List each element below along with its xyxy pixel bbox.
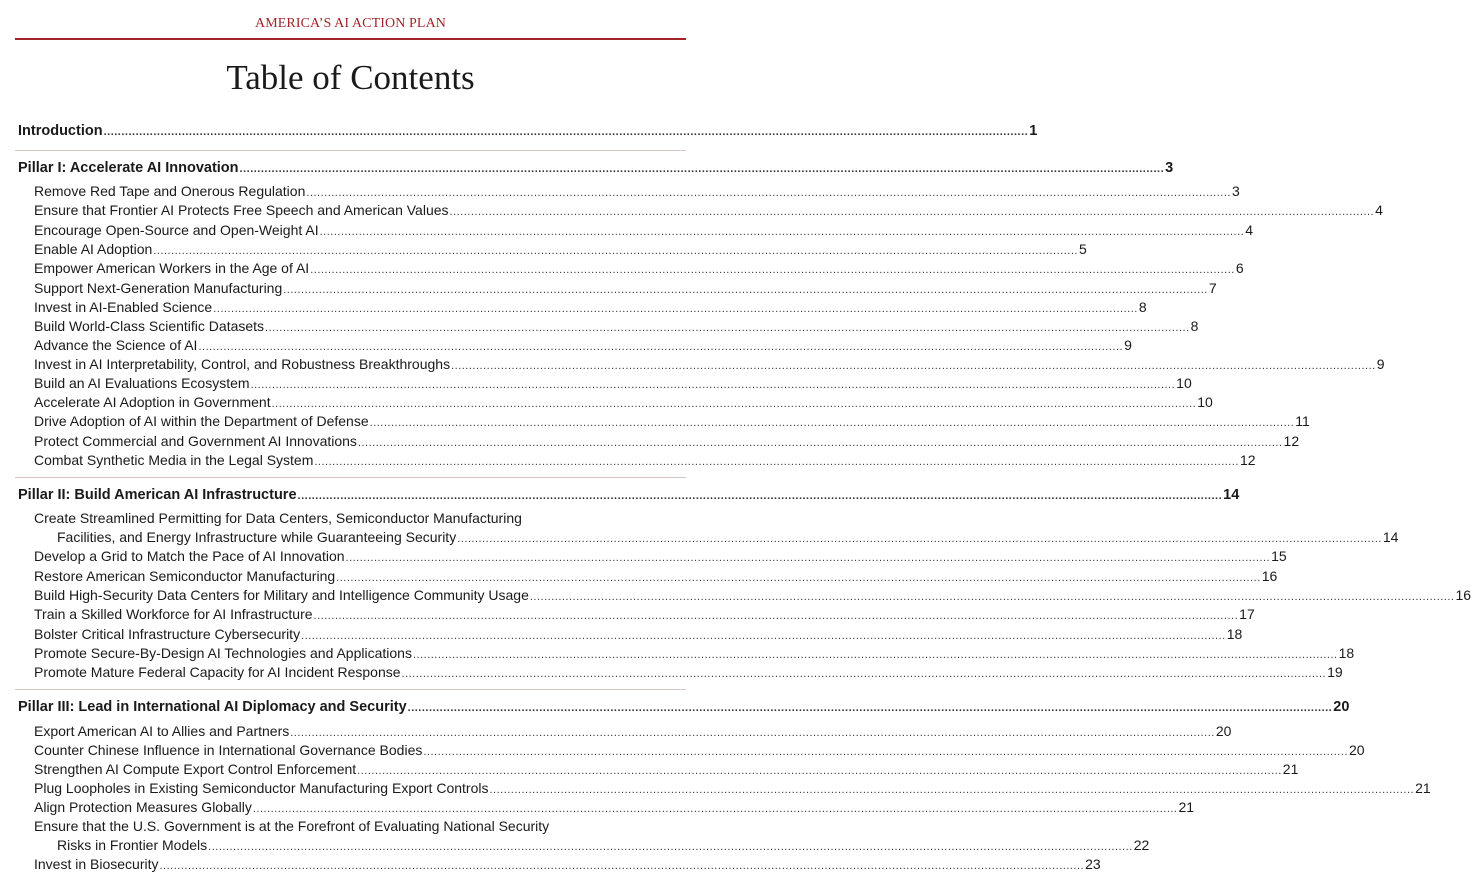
section-divider [15,689,686,690]
toc-entry[interactable] [34,452,1256,468]
toc-entry-title: Support Next-Generation Manufacturing [34,280,283,296]
toc-entry[interactable] [34,568,1278,584]
toc-entry-title: Ensure that Frontier AI Protects Free Speech and American Values [34,202,449,218]
toc-entry-title: Pillar I: Accelerate AI Innovation [18,160,239,176]
toc-entry[interactable] [34,510,686,526]
toc-entry-title: Invest in AI Interpretability, Control, and Robustness Breakthroughs [34,356,451,372]
toc-entry-title: Align Protection Measures Globally [34,799,252,815]
toc-page-number: 10 [1176,375,1192,391]
toc-page-number: 21 [1178,799,1195,815]
toc-entry-title: Restore American Semiconductor Manufacturing [34,568,336,584]
toc-page-number: 20 [1348,742,1365,758]
toc-page-number: 21 [1415,780,1431,796]
toc-page-number: 19 [1327,664,1343,680]
toc-page-number: 11 [1295,413,1310,429]
dot-leader: .................................................................................................................................................................................................................................................................... [208,841,1133,853]
toc-page-number: 20 [1333,699,1350,715]
toc-page-number: 9 [1124,337,1132,353]
dot-leader: .................................................................................................................................................................................................................................................................... [313,610,1239,622]
toc-page-number: 15 [1271,548,1287,564]
toc-page-number: 21 [1282,761,1299,777]
toc-entry[interactable] [34,394,1213,410]
toc-entry[interactable] [34,222,1253,238]
dot-leader: .................................................................................................................................................................................................................................................................... [271,398,1197,410]
toc-entry[interactable] [34,299,1147,315]
toc-entry[interactable] [34,723,1232,739]
toc-entry[interactable] [34,280,1217,296]
toc-entry-title: Introduction [18,123,103,139]
toc-page-number: 3 [1231,183,1240,199]
toc-entry[interactable] [34,318,1199,334]
toc-entry[interactable] [34,433,1300,449]
toc-entry-title: Combat Synthetic Media in the Legal System [34,452,314,468]
toc-entry[interactable] [34,183,1240,199]
toc-entry-title: Advance the Science of AI [34,337,198,353]
toc-page-number: 6 [1235,260,1244,276]
toc-section-entry[interactable] [18,699,1350,715]
section-divider [15,150,686,151]
dot-leader: .................................................................................................................................................................................................................................................................... [423,746,1348,758]
toc-page-number: 14 [1223,487,1240,503]
toc-page-number: 18 [1226,626,1243,642]
toc-entry[interactable] [34,856,1101,872]
toc-entry[interactable] [34,241,1087,257]
toc-entry-title: Accelerate AI Adoption in Government [34,394,271,410]
dot-leader: .................................................................................................................................................................................................................................................................... [336,572,1261,584]
toc-entry[interactable] [34,606,1255,622]
toc-entry[interactable] [34,260,1244,276]
toc-entry[interactable] [34,799,1195,815]
toc-page-number: 14 [1382,529,1399,545]
dot-leader: .................................................................................................................................................................................................................................................................... [407,702,1333,714]
dot-leader: .................................................................................................................................................................................................................................................................... [159,860,1085,872]
dot-leader: .................................................................................................................................................................................................................................................................... [103,126,1029,138]
toc-page-number: 9 [1376,356,1385,372]
toc-entry-title: Pillar II: Build American AI Infrastructure [18,487,297,503]
toc-entry-title: Invest in AI-Enabled Science [34,299,213,315]
toc-entry-title: Facilities, and Energy Infrastructure while Guaranteeing Security [57,529,457,545]
dot-leader: .................................................................................................................................................................................................................................................................... [451,360,1376,372]
toc-entry[interactable] [57,837,1150,853]
toc-entry-title: Bolster Critical Infrastructure Cybersecurity [34,626,301,642]
dot-leader: .................................................................................................................................................................................................................................................................... [314,456,1239,468]
toc-entry-title: Promote Mature Federal Capacity for AI Incident Response [34,664,401,680]
dot-leader: .................................................................................................................................................................................................................................................................... [412,649,1338,661]
toc-page-number: 4 [1375,202,1383,218]
toc-entry-title: Create Streamlined Permitting for Data Centers, Semiconductor Manufacturing [34,510,522,526]
toc-entry[interactable] [57,529,1399,545]
toc-entry-title: Plug Loopholes in Existing Semiconductor Manufacturing Export Controls [34,780,489,796]
toc-page-number: 3 [1165,160,1174,176]
toc-entry-title: Ensure that the U.S. Government is at the Forefront of Evaluating National Security [34,818,550,834]
toc-page-number: 16 [1455,587,1471,603]
toc-section-entry[interactable] [18,487,1240,503]
dot-leader: .................................................................................................................................................................................................................................................................... [213,303,1138,315]
dot-leader: .................................................................................................................................................................................................................................................................... [357,765,1282,777]
toc-entry-title: Build an AI Evaluations Ecosystem [34,375,250,391]
toc-entry-title: Drive Adoption of AI within the Department of Defense [34,413,369,429]
toc-page-number: 12 [1283,433,1300,449]
dot-leader: .................................................................................................................................................................................................................................................................... [401,668,1327,680]
dot-leader: .................................................................................................................................................................................................................................................................... [301,630,1226,642]
dot-leader: .................................................................................................................................................................................................................................................................... [489,784,1415,796]
toc-page-number: 23 [1085,856,1101,872]
dot-leader: .................................................................................................................................................................................................................................................................... [297,490,1223,502]
toc-entry[interactable] [34,645,1355,661]
toc-entry[interactable] [34,202,1383,218]
toc-entry-title: Develop a Grid to Match the Pace of AI Innovation [34,548,345,564]
toc-entry[interactable] [34,664,1343,680]
toc-entry[interactable] [34,761,1299,777]
toc-entry[interactable] [34,337,1132,353]
dot-leader: .................................................................................................................................................................................................................................................................... [357,437,1283,449]
toc-section-entry[interactable] [18,160,1174,176]
toc-entry-title: Enable AI Adoption [34,241,153,257]
toc-entry-title: Promote Secure-By-Design AI Technologies and Applications [34,645,412,661]
toc-page-number: 10 [1197,394,1213,410]
toc-entry[interactable] [34,413,1310,429]
toc-entry[interactable] [34,818,686,834]
dot-leader: .................................................................................................................................................................................................................................................................... [290,727,1215,739]
dot-leader: .................................................................................................................................................................................................................................................................... [198,341,1124,353]
toc-entry[interactable] [34,626,1243,642]
toc-page-number: 17 [1239,606,1255,622]
dot-leader: .................................................................................................................................................................................................................................................................... [239,163,1165,175]
toc-entry-title: Train a Skilled Workforce for AI Infrastructure [34,606,313,622]
page-title: Table of Contents [226,58,475,97]
section-divider [15,477,686,478]
toc-page-number: 5 [1078,241,1087,257]
toc-page-number: 22 [1133,837,1150,853]
toc-entry-title: Export American AI to Allies and Partners [34,723,290,739]
toc-page-number: 12 [1239,452,1256,468]
dot-leader: .................................................................................................................................................................................................................................................................... [265,322,1190,334]
toc-page-number: 7 [1208,280,1217,296]
toc-page-number: 1 [1029,123,1038,139]
toc-entry-title: Counter Chinese Influence in International Governance Bodies [34,742,423,758]
dot-leader: .................................................................................................................................................................................................................................................................... [449,206,1375,218]
running-header: AMERICA’S AI ACTION PLAN [254,16,447,31]
toc-page-number: 20 [1215,723,1232,739]
dot-leader: .................................................................................................................................................................................................................................................................... [306,187,1231,199]
toc-section-entry[interactable] [18,123,1038,139]
toc-entry[interactable] [34,587,1471,603]
toc-entry-title: Strengthen AI Compute Export Control Enforcement [34,761,357,777]
dot-leader: .................................................................................................................................................................................................................................................................... [369,417,1295,429]
toc-entry-title: Protect Commercial and Government AI Innovations [34,433,357,449]
toc-entry[interactable] [34,356,1385,372]
toc-entry-title: Invest in Biosecurity [34,856,159,872]
dot-leader: .................................................................................................................................................................................................................................................................... [250,379,1176,391]
dot-leader: .................................................................................................................................................................................................................................................................... [252,803,1178,815]
toc-entry[interactable] [34,780,1431,796]
toc-entry-title: Build World-Class Scientific Datasets [34,318,265,334]
toc-entry-title: Encourage Open-Source and Open-Weight AI [34,222,319,238]
dot-leader: .................................................................................................................................................................................................................................................................... [319,226,1245,238]
toc-entry-title: Build High-Security Data Centers for Military and Intelligence Community Usage [34,587,529,603]
toc-entry[interactable] [34,742,1365,758]
toc-entry-title: Empower American Workers in the Age of AI [34,260,310,276]
toc-page-number: 8 [1190,318,1199,334]
toc-entry-title: Remove Red Tape and Onerous Regulation [34,183,306,199]
dot-leader: .................................................................................................................................................................................................................................................................... [310,264,1235,276]
toc-page-number: 4 [1245,222,1253,238]
toc-entry[interactable] [34,375,1192,391]
dot-leader: .................................................................................................................................................................................................................................................................... [345,552,1271,564]
dot-leader: .................................................................................................................................................................................................................................................................... [153,245,1078,257]
toc-entry-title: Pillar III: Lead in International AI Diplomacy and Security [18,699,407,715]
dot-leader: .................................................................................................................................................................................................................................................................... [529,591,1455,603]
toc-page-number: 16 [1261,568,1278,584]
dot-leader: .................................................................................................................................................................................................................................................................... [457,533,1382,545]
dot-leader: .................................................................................................................................................................................................................................................................... [283,284,1208,296]
toc-entry[interactable] [34,548,1287,564]
toc-page-number: 18 [1338,645,1355,661]
toc-entry-title: Risks in Frontier Models [57,837,208,853]
toc-page-number: 8 [1138,299,1147,315]
